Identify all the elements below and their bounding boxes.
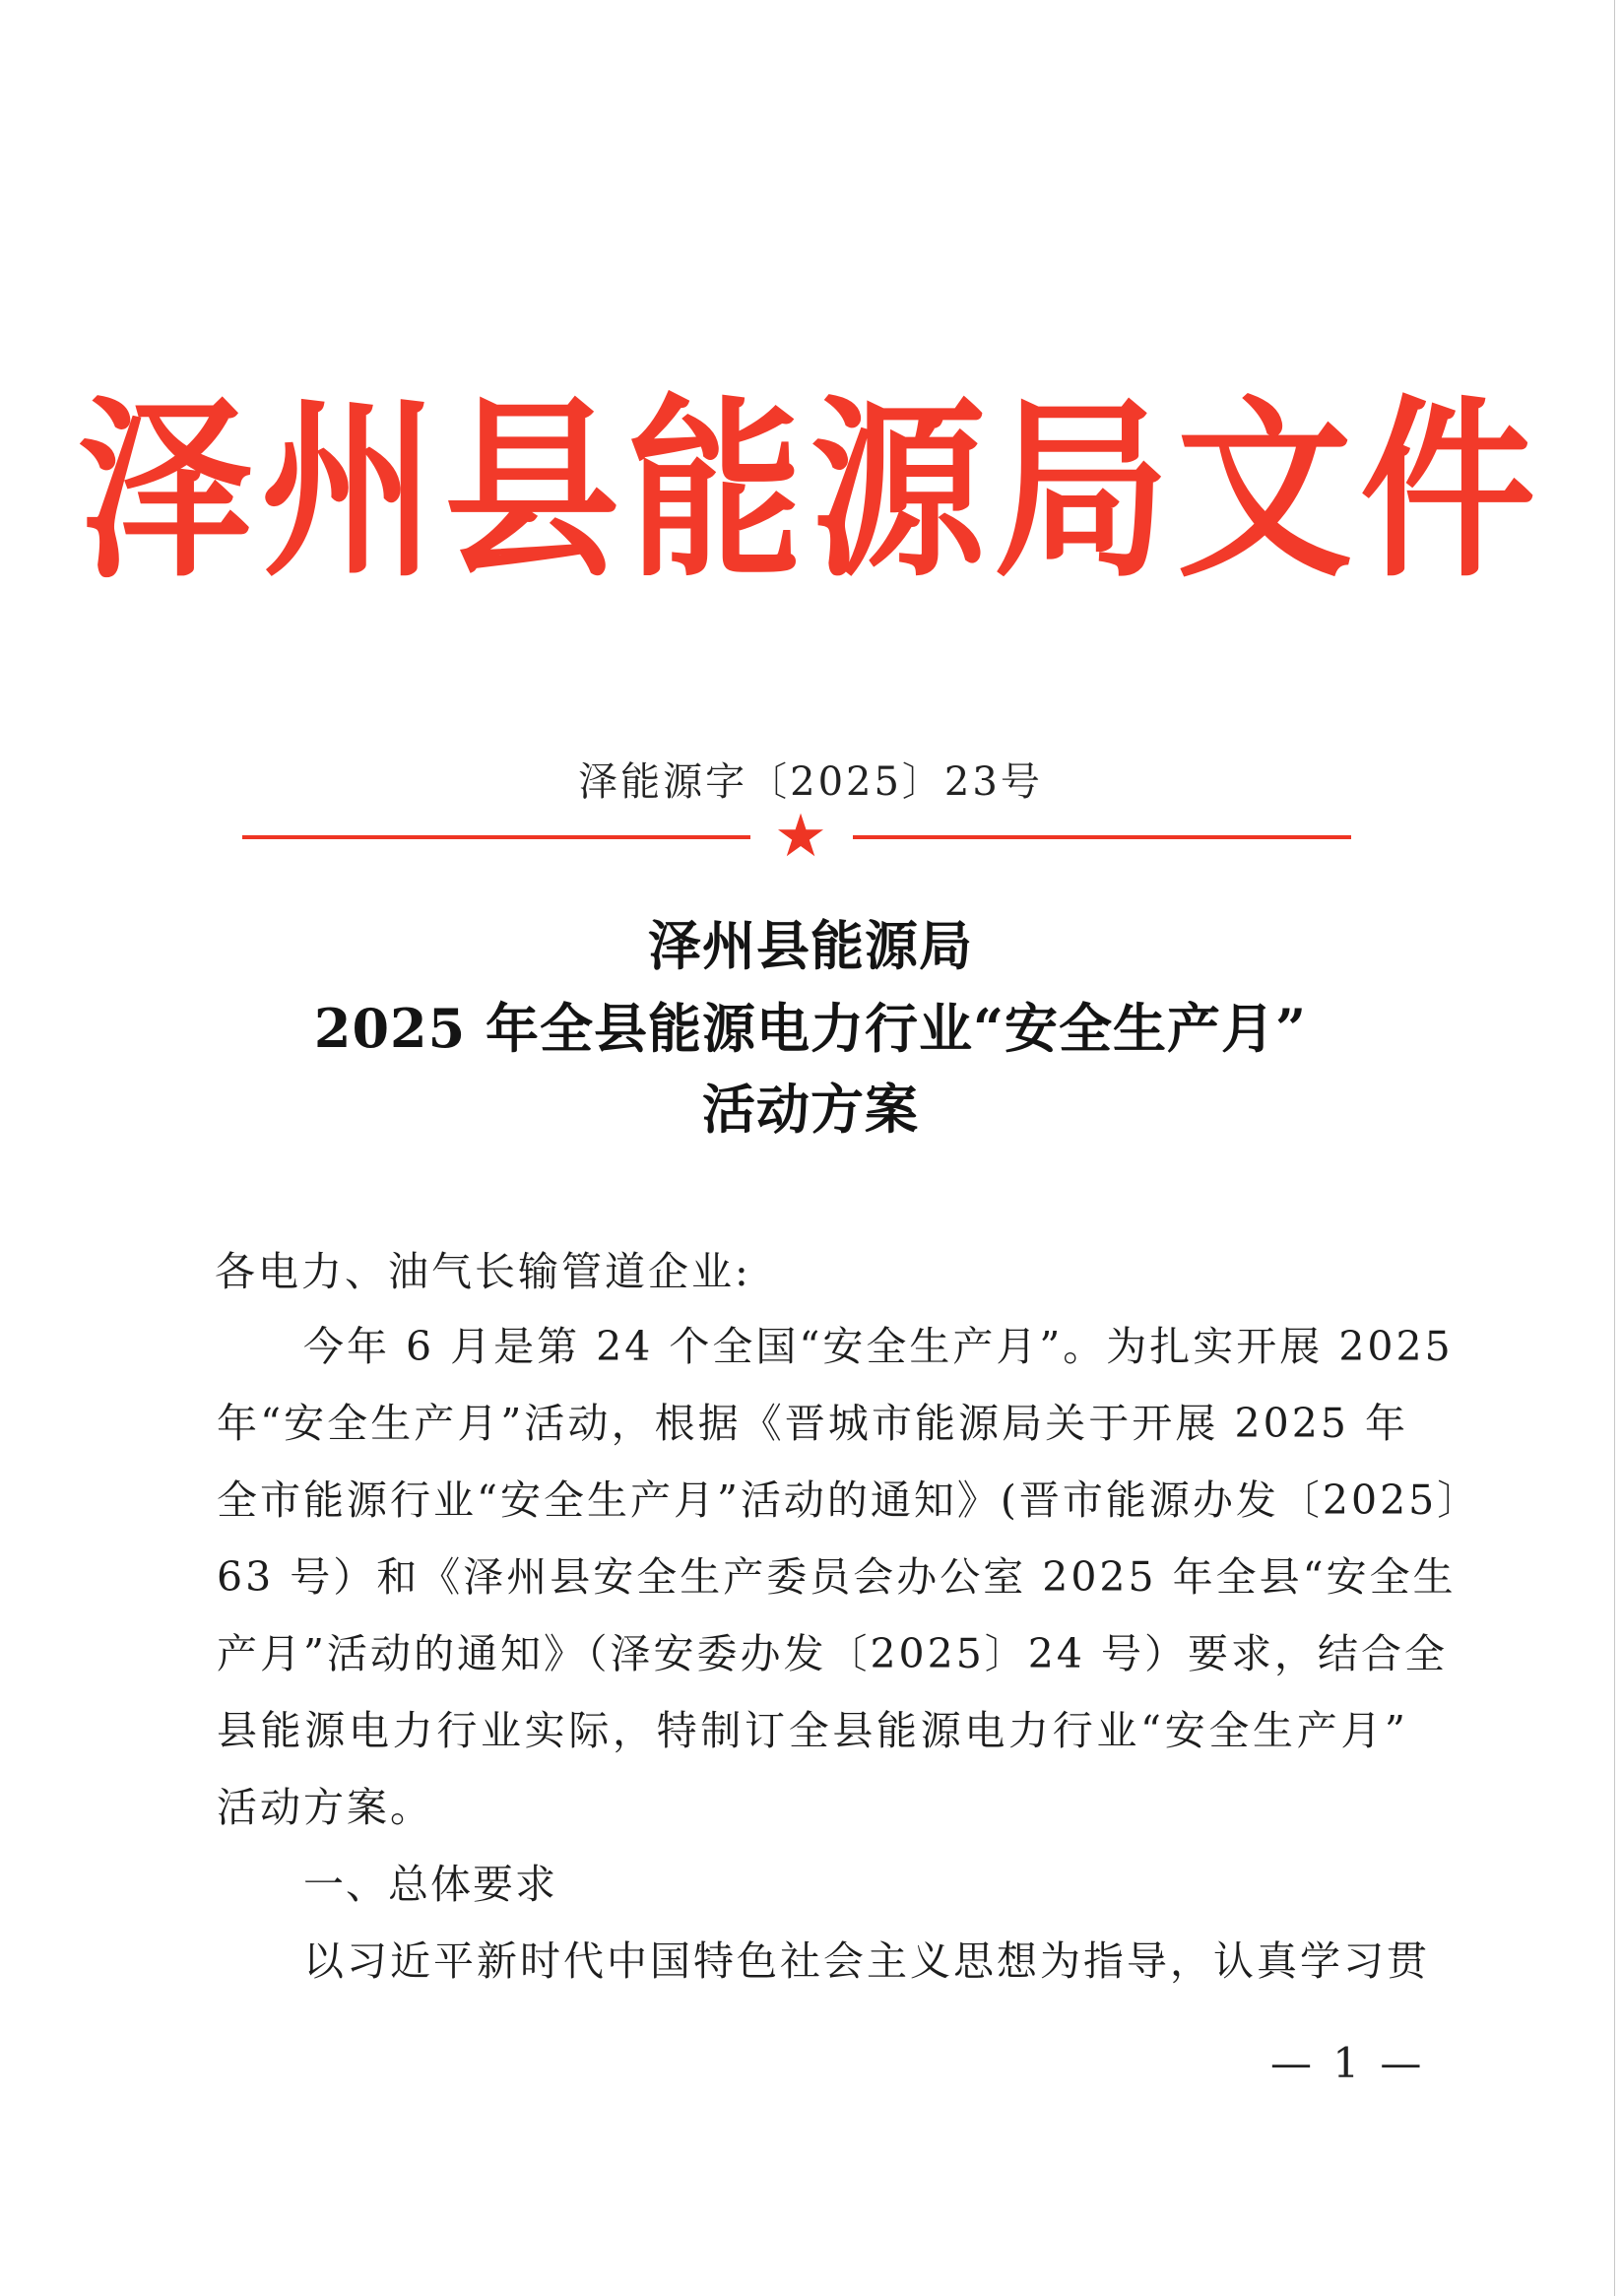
- title-line-3: 活动方案: [702, 1078, 919, 1141]
- red-divider-right: [853, 835, 1351, 839]
- body-line-6: 县能源电力行业实际，特制订全县能源电力行业“安全生产月”: [217, 1707, 1408, 1754]
- page-number: — 1 —: [1270, 2039, 1426, 2087]
- title-line-2: 2025 年全县能源电力行业“安全生产月”: [313, 997, 1308, 1060]
- body-line-2: 年“安全生产月”活动，根据《晋城市能源局关于开展 2025 年: [217, 1400, 1408, 1447]
- body-line-5: 产月”活动的通知》（泽安委办发〔2025〕24 号）要求，结合全: [217, 1630, 1449, 1677]
- section-1-first-line: 以习近平新时代中国特色社会主义思想为指导，认真学习贯: [303, 1937, 1430, 1985]
- body-line-1: 今年 6 月是第 24 个全国“安全生产月”。为扎实开展 2025: [303, 1323, 1454, 1370]
- document-masthead: 泽州县能源局文件: [78, 376, 1543, 604]
- section-1-heading: 一、总体要求: [303, 1861, 557, 1908]
- body-line-4: 63 号）和《泽州县安全生产委员会办公室 2025 年全县“安全生: [217, 1553, 1457, 1601]
- red-star-icon: ★: [774, 802, 827, 871]
- title-line-1: 泽州县能源局: [648, 914, 973, 977]
- scan-edge-line: [1614, 0, 1615, 2296]
- body-line-3: 全市能源行业“安全生产月”活动的通知》(晋市能源办发〔2025〕: [217, 1476, 1481, 1524]
- body-line-7: 活动方案。: [217, 1784, 433, 1831]
- document-number: 泽能源字〔2025〕23号: [578, 759, 1043, 805]
- red-divider-left: [242, 835, 750, 839]
- addressee: 各电力、油气长输管道企业:: [215, 1248, 751, 1295]
